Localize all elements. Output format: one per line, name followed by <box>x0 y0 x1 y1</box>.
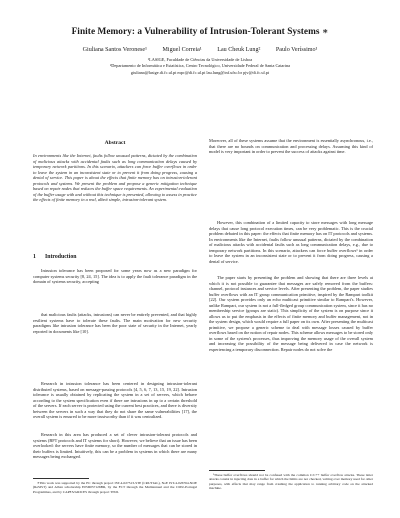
body-paragraph: Moreover, all of these systems assume that the environment is essentially asynchronous, i.e., that there are no bounds on communication and processing delays. Assuming this kind of model is very important in order to prevent the success of attacks against time. <box>209 138 373 154</box>
paper-title: Finite Memory: a Vulnerability of Intrusion-Tolerant Systems ∗ <box>71 27 329 37</box>
body-paragraph: The paper starts by presenting the problem and showing that there are three levels at which it is not possible to guarantee that messages are safely removed from the buffers: channel, protocol instances and service levels. After presenting the problem, the paper studies buffer overflows with an IT group communication primitive, inspired by the Rampart toolkit [22]. Our system provides only an echo multicast primitive similar to Rampart's. However, unlike Rampart, our system is not a full-fledged group communication system, since it has no membership service (groups are static). This simplicity of the system is on purpose since it allows us to put the emphasis in the effects of finite memory and buffer management, not in the system design, which would require a full paper on its own. After presenting the multicast primitive, we propose a generic scheme to deal with message losses caused by buffer overflows based on the notion of repair nodes. This scheme allows messages to be stored only in some of the system's processes, thus improving the memory usage of the overall system and increasing the possibility of the message being delivered in case the network is experiencing a temporary disconnection. Repair nodes do not solve the <box>209 275 373 352</box>
body-paragraph: Research in intrusion tolerance has been centered in designing intrusion-tolerant distributed systems, based on message-passing protocols [4, 5, 6, 7, 13, 15, 19, 22]. Intrusion tolerance is usually obtained by replicating the system in a set of servers, which behave according to the system specification even if there are intrusions in up to a certain threshold of the servers. If each server is protected using the current best practices, and there is diversity between the servers in such a way that they do not share the same vulnerabilities [17], the overall system is ensured to be more trustworthy than if it was centralized. <box>33 381 197 419</box>
footnote-rule <box>33 478 89 479</box>
body-paragraph: Intrusion tolerance has been proposed for some years now as a new paradigm for computer systems security [8, 24, 15]. The idea is to apply the fault tolerance paradigm in the domain of systems security, accepting <box>33 268 197 284</box>
abstract-heading: Abstract <box>104 140 126 146</box>
author-list <box>0 47 400 53</box>
footnote: ∗This work was supported by the EC through project IST-4-027513-STP (CRUTIAL), NoE IST-4-026764-NOE (ReSIST) and Alban scholarship E05D057126BR, by the FCT through the Multiannual and the CMU-Portugal Programmes, and by CAPES/GRICES through project TISD. <box>33 481 197 494</box>
author-name: Paulo Veríssimo¹ <box>275 47 318 53</box>
section-number: 1 <box>33 254 36 260</box>
section-title: Introduction <box>45 254 77 260</box>
body-paragraph: Research in this area has produced a set of clever intrusion-tolerant protocols and systems (BFT protocols and IT systems for short). However, we believe that an issue has been overlooked: the servers have finite memory, so the number of messages that can be stored in their buffers is limited. Intuitively, this can be a problem in systems in which there are many messages being exchanged. <box>33 432 197 459</box>
footnote: ¹These buffer overflows should not be confused with the common C/C++ buffer overflow attacks. These latter attacks consist in injecting data in a buffer for which the limits are not checked, writing over memory used for other purposes, with effects that may range from crashing the application to running arbitrary code on the attacked machine. <box>209 473 373 491</box>
affiliation: ¹LASIGE, Faculdade de Ciências da Universidade de Lisboa <box>147 57 253 62</box>
footnote-rule <box>209 470 265 471</box>
author-emails: giuliana@lasige.di.fc.ul.pt mpc@di.fc.ul.pt lau.lung@inf.ufsc.br pjv@di.fc.ul.pt <box>130 70 270 75</box>
author-name: Lau Cheuk Lung² <box>217 47 261 53</box>
author-name: Miguel Correia¹ <box>162 47 202 53</box>
body-paragraph: However, this combination of a limited capacity to store messages with long message delays that cause long protocol execution times, can be very problematic. This is the crucial problem debated in this paper: the effects that finite memory has on IT protocols and systems. In environments like the Internet, faults follow unusual patterns, dictated by the combination of malicious attacks with accidental faults such as long communication delays, e.g., due to temporary network partitions. In this scenario, attackers can force buffer overflows¹ in order to leave the system in an inconsistent state or to prevent it from doing progress, causing a denial of service. <box>209 220 373 264</box>
abstract-text: In environments like the Internet, faults follow unusual patterns, dictated by the combination of malicious attacks with accidental faults such as long communication delays caused by temporary network partitions. In this scenario, attackers can force buffer overflows in order to leave the system in an inconsistent state or to prevent it from doing progress, causing a denial of service. This paper is about the effects that finite memory has on intrusion-tolerant protocols and systems. We present the problem and propose a generic mitigation technique based on repair nodes that reduces the buffer space requirements. An experimental evaluation of the buffer usage with and without this technique is presented, allowing to assess in practice the effects of finite memory in a real, albeit simple, intrusion-tolerant system. <box>33 153 197 202</box>
section-heading-introduction <box>33 254 76 260</box>
author-name: Giuliana Santos Veronese¹ <box>82 47 147 53</box>
body-paragraph: that malicious faults (attacks, intrusions) can never be entirely prevented, and that highly resilient systems have to tolerate these faults. The main motivation for new security paradigms like intrusion tolerance has been the poor state of security in the Internet, yearly reported in documents like [10]. <box>33 312 197 334</box>
affiliation: ²Departamento de Informática e Estatística, Centro Tecnológico, Universidade Federal de Santa Catarina <box>110 63 290 68</box>
